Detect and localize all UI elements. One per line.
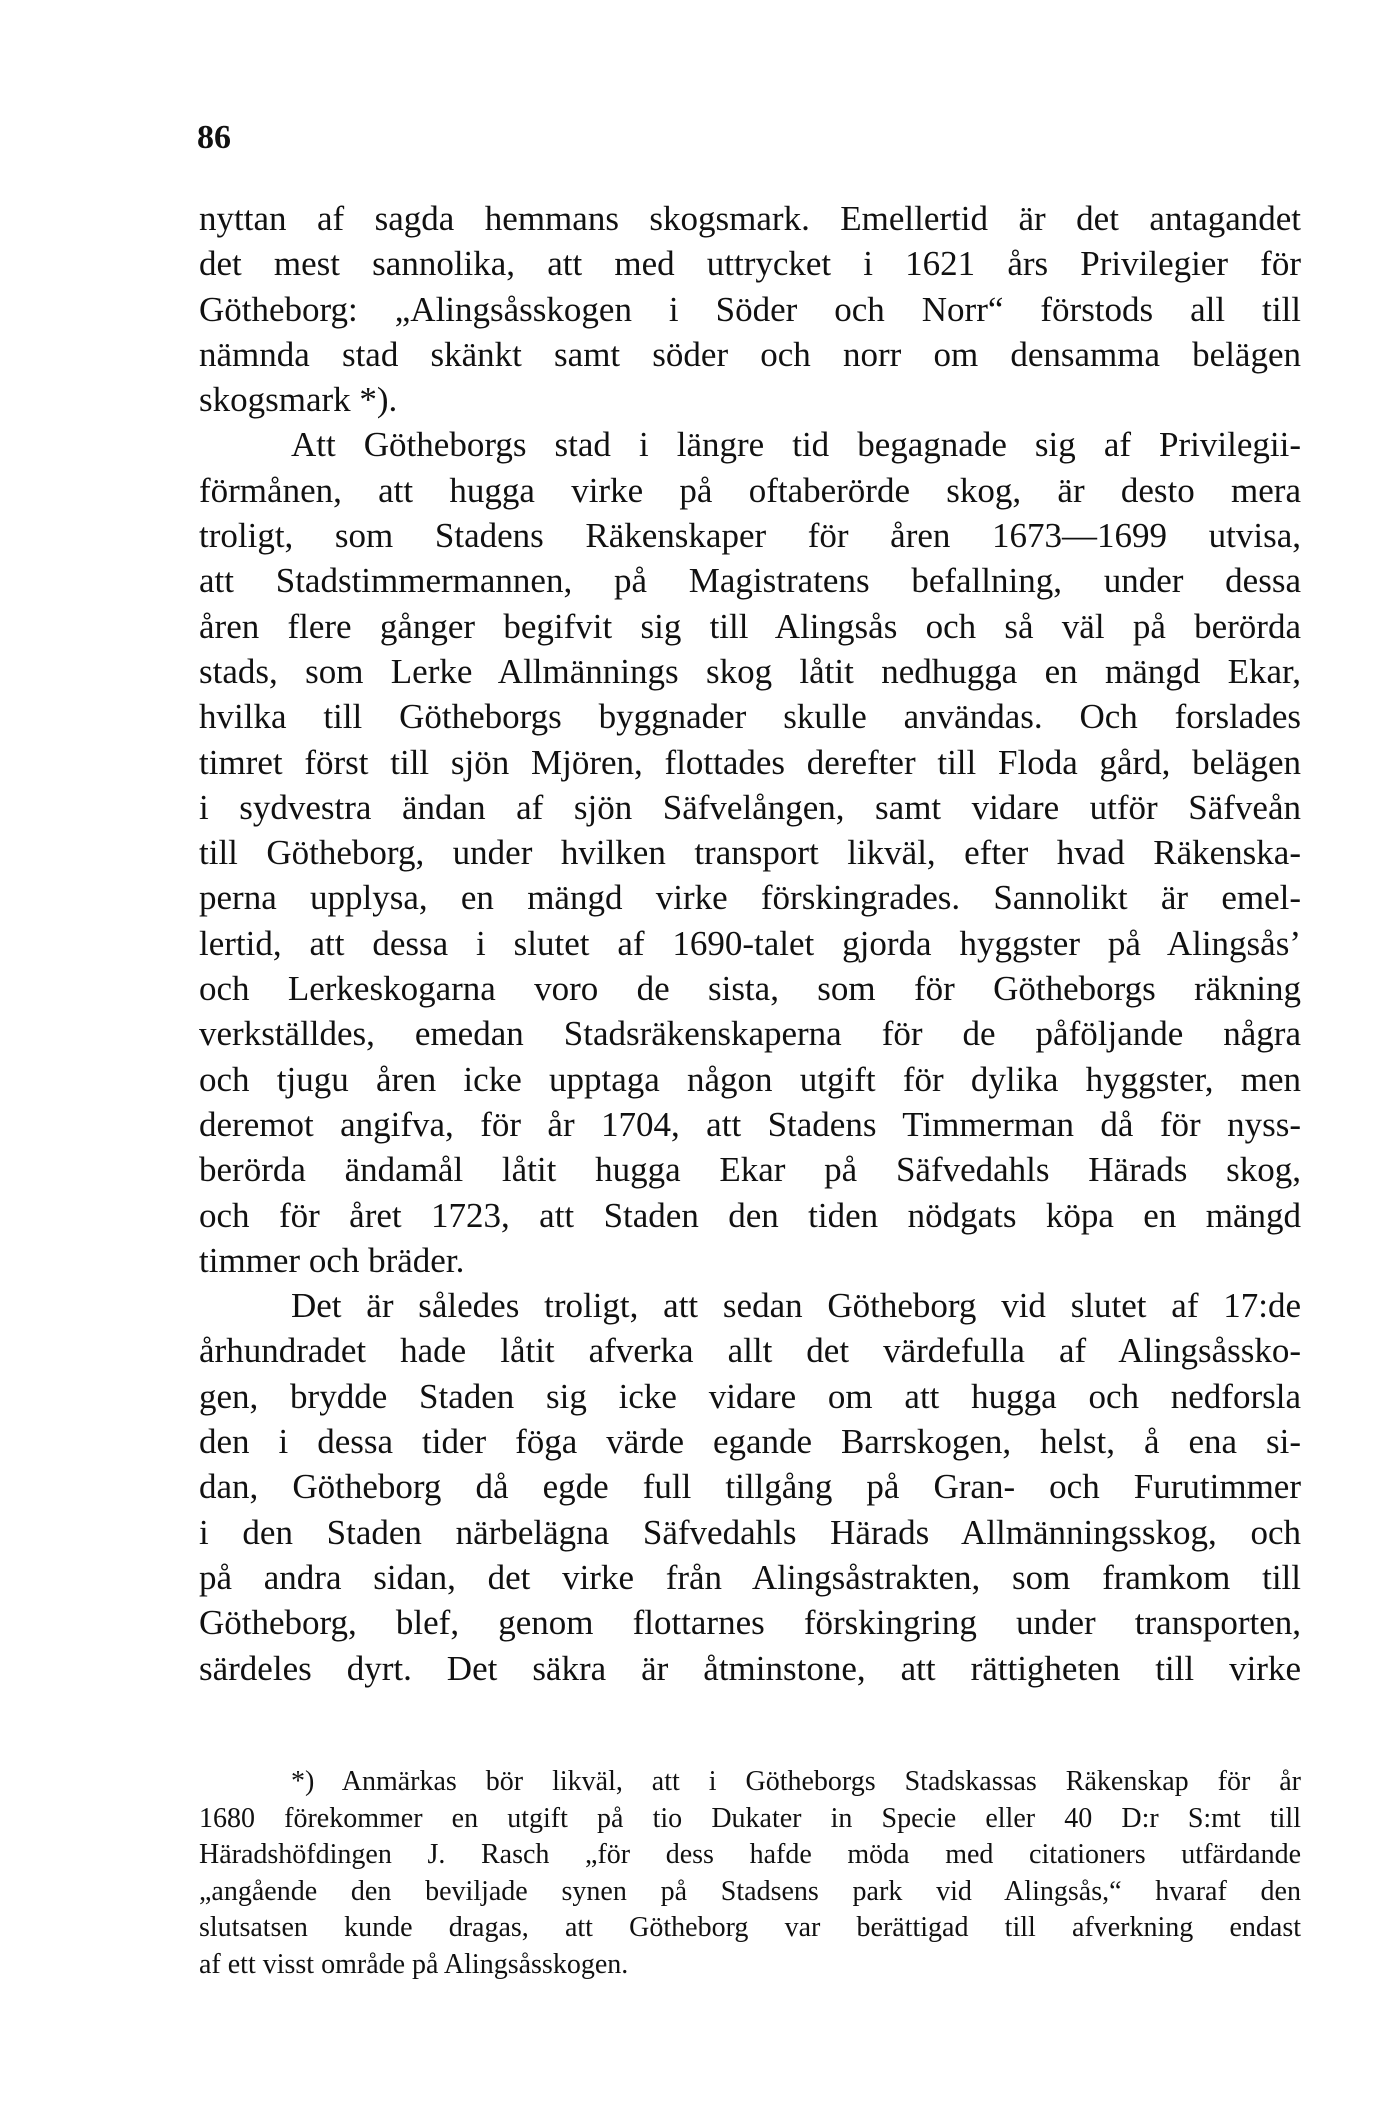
text-line: timmer och bräder. <box>199 1240 465 1280</box>
text-line: lertid, att dessa i slutet af 1690-talet gjorda hyggster på Alingsås’ <box>199 923 1301 963</box>
text-line: på andra sidan, det virke från Alingsåstrakten, som framkom till <box>199 1557 1301 1597</box>
text-line: gen, brydde Staden sig icke vidare om att hugga och nedforsla <box>199 1376 1301 1416</box>
text-line: århundradet hade låtit afverka allt det värdefulla af Alingsåssko- <box>199 1331 1301 1371</box>
footnote-line: Häradshöfdingen J. Rasch „för dess hafde möda med citationers utfärdande <box>199 1839 1301 1870</box>
text-line: särdeles dyrt. Det säkra är åtminstone, att rättigheten till virke <box>199 1648 1301 1688</box>
text-line: och tjugu åren icke upptaga någon utgift för dylika hyggster, men <box>199 1059 1301 1099</box>
text-line: perna upplysa, en mängd virke förskingrades. Sannolikt är emel- <box>199 878 1301 918</box>
text-line: att Stadstimmermannen, på Magistratens befallning, under dessa <box>199 561 1301 601</box>
text-line: nämnda stad skänkt samt söder och norr om densamma belägen <box>199 334 1301 374</box>
text-line: skogsmark *). <box>199 380 398 420</box>
text-line: troligt, som Stadens Räkenskaper för åren 1673—1699 utvisa, <box>199 516 1301 556</box>
text-line: verkställdes, emedan Stadsräkenskaperna för de påföljande några <box>199 1014 1301 1054</box>
text-line: och för året 1723, att Staden den tiden nödgats köpa en mängd <box>199 1195 1301 1235</box>
footnote-line: *) Anmärkas bör likväl, att i Götheborgs Stadskassas Räkenskap för år <box>291 1766 1301 1797</box>
text-line: timret först till sjön Mjören, flottades derefter till Floda gård, belägen <box>199 742 1301 782</box>
text-line: dan, Götheborg då egde full tillgång på Gran- och Furutimmer <box>199 1467 1301 1507</box>
text-line: hvilka till Götheborgs byggnader skulle användas. Och forslades <box>199 697 1301 737</box>
text-line: i sydvestra ändan af sjön Säfvelången, samt vidare utför Säfveån <box>199 787 1301 827</box>
body-text <box>199 196 1301 1691</box>
text-line: det mest sannolika, att med uttrycket i 1621 års Privilegier för <box>199 244 1301 284</box>
text-line: till Götheborg, under hvilken transport likväl, efter hvad Räkenska- <box>199 833 1301 873</box>
text-line: i den Staden närbelägna Säfvedahls Härads Allmänningsskog, och <box>199 1512 1301 1552</box>
footnote-line: 1680 förekommer en utgift på tio Dukater in Specie eller 40 D:r S:mt till <box>199 1802 1301 1834</box>
text-line: deremot angifva, för år 1704, att Stadens Timmerman då för nyss- <box>199 1104 1301 1144</box>
footnote-line: slutsatsen kunde dragas, att Götheborg var berättigad till afverkning endast <box>199 1912 1301 1943</box>
text-line: stads, som Lerke Allmännings skog låtit nedhugga en mängd Ekar, <box>199 651 1301 691</box>
footnote-line: af ett visst område på Alingsåsskogen. <box>199 1948 629 1980</box>
text-line: nyttan af sagda hemmans skogsmark. Emellertid är det antagandet <box>199 199 1301 238</box>
text-line: förmånen, att hugga virke på oftaberörde skog, är desto mera <box>199 470 1301 510</box>
text-line: den i dessa tider föga värde egande Barrskogen, helst, å ena si- <box>199 1422 1301 1462</box>
text-line: Det är således troligt, att sedan Götheborg vid slutet af 17:de <box>291 1286 1301 1326</box>
text-line: Att Götheborgs stad i längre tid begagnade sig af Privilegii- <box>291 425 1301 465</box>
footnote <box>199 1764 1301 1983</box>
text-line: Götheborg: „Alingsåsskogen i Söder och Norr“ förstods all till <box>199 289 1301 329</box>
text-line: åren flere gånger begifvit sig till Alingsås och så väl på berörda <box>199 606 1301 646</box>
footnote-line: „angående den beviljade synen på Stadsens park vid Alingsås,“ hvaraf den <box>199 1875 1301 1907</box>
text-line: Götheborg, blef, genom flottarnes förskingring under transporten, <box>199 1603 1301 1643</box>
text-line: och Lerkeskogarna voro de sista, som för Götheborgs räkning <box>199 969 1301 1009</box>
page-number: 86 <box>197 119 231 156</box>
text-line: berörda ändamål låtit hugga Ekar på Säfvedahls Härads skog, <box>199 1150 1301 1190</box>
